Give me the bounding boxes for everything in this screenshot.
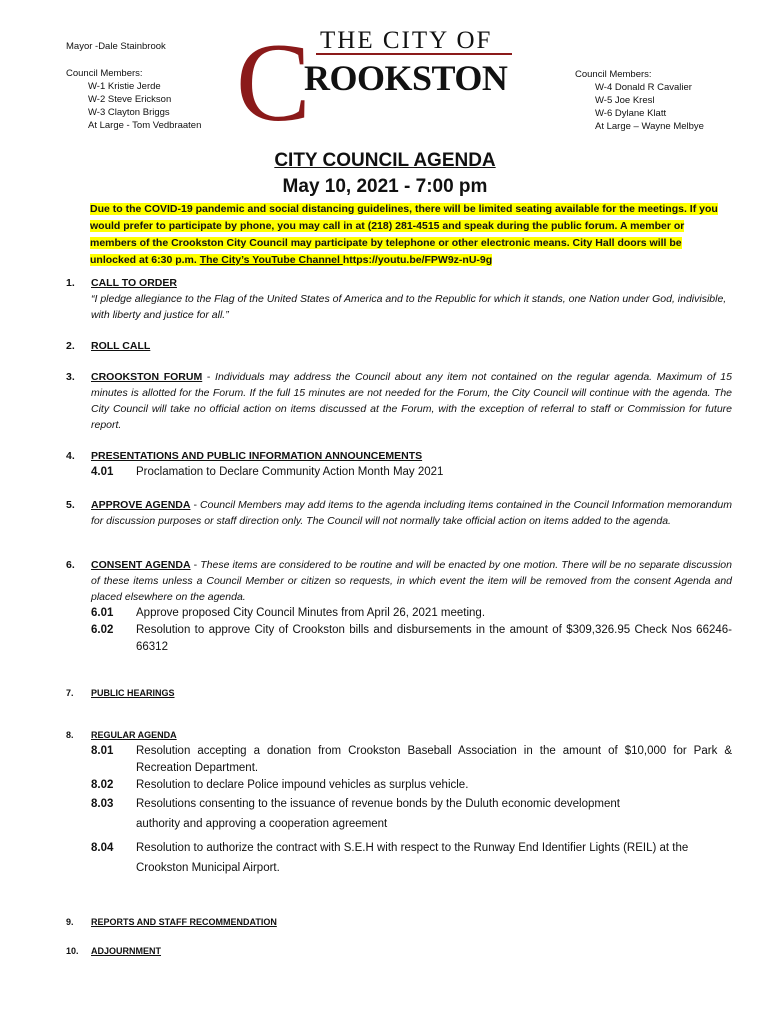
item-heading: PUBLIC HEARINGS [91,688,175,698]
logo-initial: C [236,22,311,132]
item-number: 3. [66,371,75,383]
item-description: These items are considered to be routine and will be enacted by one motion. There will be no separate discussion of these items unless a Council Member or citizen so requests, in which event the item will be removed from the consent Agenda and placed elsewhere on the agenda. [91,559,732,603]
sub-item-text: Resolutions consenting to the issuance of revenue bonds by the Duluth economic development authority and approving a cooperation agreement [136,798,620,830]
sub-item-number: 4.01 [91,466,114,478]
sub-item-number: 6.01 [91,607,114,619]
city-logo [236,22,516,132]
item-number: 5. [66,499,75,511]
council-members-left [88,80,201,132]
notice-text: Due to the COVID-19 pandemic and social distancing guidelines, there will be limited seating available for the meetings. If you would prefer to participate by phone, you may call in at (218) 281-4515 and speak during the public forum. A member or members of the Crookston City Council may participate by telephone or other electronic means. City Hall doors will be unlocked at 6:30 p.m. [90,203,718,266]
sub-item [91,605,732,622]
sub-item-number: 8.01 [91,745,114,757]
sub-item [91,777,732,794]
agenda-item-8 [66,727,732,878]
council-member: At Large - Tom Vedbraaten [88,120,202,131]
council-members-right [595,81,704,133]
council-member: W-4 Donald R Cavalier [595,82,692,93]
council-member: W-3 Clayton Briggs [88,107,170,118]
item-heading: ROLL CALL [91,340,151,352]
item-number: 8. [66,730,74,740]
pledge-text: “I pledge allegiance to the Flag of the United States of America and to the Republic for which it stands, one Nation under God, indivisible, with liberty and justice for all.” [91,293,727,321]
item-heading: REPORTS AND STAFF RECOMMENDATION [91,917,277,927]
header-right [575,68,704,133]
council-member: W-1 Kristie Jerde [88,81,161,92]
council-member: W-2 Steve Erickson [88,94,172,105]
logo-line2: ROOKSTON [304,58,508,98]
agenda-title: CITY COUNCIL AGENDA [274,150,496,171]
sub-item-text: Resolution accepting a donation from Crookston Baseball Association in the amount of $10,000 for Park & Recreation Department. [136,745,732,774]
sub-item [91,794,732,834]
item-separator: - [190,499,201,511]
meeting-date: May 10, 2021 - 7:00 pm [282,176,488,197]
agenda-item-3 [66,369,732,433]
item-description: Individuals may address the Council about any item not contained on the regular agenda. Maximum of 15 minutes is allotted for the Forum. If the full 15 minutes are not needed for the Forum, the City Council will continue with the agenda. The City Council will take no official action on items discussed at the Forum, with the exception of referral to staff or Commission for future report. [91,371,732,431]
council-label-right: Council Members: [575,69,652,80]
item-number: 6. [66,559,75,571]
item-number: 4. [66,450,75,462]
sub-item-number: 8.04 [91,842,114,854]
item-number: 7. [66,688,74,698]
agenda-item-5 [66,497,732,529]
agenda-item-1 [66,275,732,323]
agenda-item-10 [66,943,732,959]
council-member: W-5 Joe Kresl [595,95,655,106]
item-heading: CROOKSTON FORUM [91,371,203,383]
sub-item [91,838,732,878]
mayor-name: Mayor -Dale Stainbrook [66,41,166,52]
youtube-url[interactable]: https://youtu.be/FPW9z-nU-9g [342,254,493,266]
sub-item-text: Resolution to approve City of Crookston bills and disbursements in the amount of $309,326.95 Check Nos 66246-66312 [136,624,732,653]
item-heading: APPROVE AGENDA [91,499,191,511]
item-separator: - [190,559,201,571]
header-left [66,40,201,132]
item-number: 9. [66,917,74,927]
logo-line1: THE CITY OF [320,27,493,54]
sub-item-text: Approve proposed City Council Minutes from April 26, 2021 meeting. [136,607,486,619]
item-number: 2. [66,340,75,352]
item-description: Council Members may add items to the agenda including items contained in the Council Information memorandum for discussion purposes or staff direction only. The Council will not normally take official action on items added to the agenda. [91,499,732,527]
sub-item [91,464,732,481]
council-label-left: Council Members: [66,68,143,79]
sub-item-number: 6.02 [91,624,114,636]
sub-item [91,622,732,656]
item-number: 10. [66,946,79,956]
sub-item-number: 8.03 [91,798,114,810]
item-heading: PRESENTATIONS AND PUBLIC INFORMATION ANNOUNCEMENTS [91,450,423,462]
council-member: W-6 Dylane Klatt [595,108,667,119]
covid-notice [90,201,720,269]
sub-item-text: Resolution to declare Police impound vehicles as surplus vehicle. [136,779,469,791]
council-member: At Large – Wayne Melbye [595,121,704,132]
sub-item-number: 8.02 [91,779,114,791]
sub-item-text: Proclamation to Declare Community Action Month May 2021 [136,466,444,478]
item-separator: - [202,371,216,383]
sub-item [91,743,732,777]
item-heading: CALL TO ORDER [91,277,177,289]
agenda-item-6 [66,557,732,656]
agenda-item-9 [66,914,732,930]
agenda-item-4 [66,448,732,481]
youtube-channel-link[interactable]: The City’s YouTube Channel [199,254,343,266]
agenda-item-2 [66,338,732,354]
item-number: 1. [66,277,75,289]
item-heading: CONSENT AGENDA [91,559,191,571]
agenda-item-7 [66,685,732,701]
item-heading: ADJOURNMENT [91,946,162,956]
sub-item-text: Resolution to authorize the contract with S.E.H with respect to the Runway End Identifier Lights (REIL) at the Crookston Municipal Airport. [136,842,689,874]
item-heading: REGULAR AGENDA [91,730,177,740]
